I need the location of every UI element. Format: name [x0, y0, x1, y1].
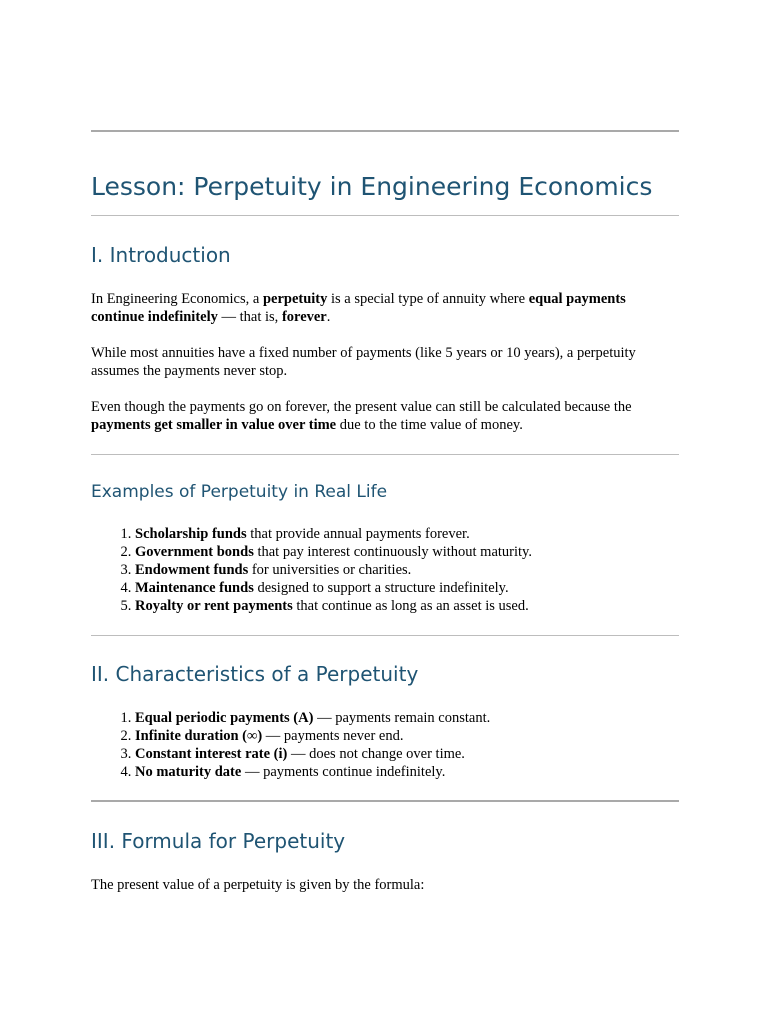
list-item-term: Endowment funds [135, 562, 249, 578]
bold-term-perpetuity: perpetuity [262, 291, 328, 307]
list-item-text: designed to support a structure indefinitely. [253, 580, 509, 596]
list-item [135, 525, 679, 543]
list-item-text: — does not change over time. [287, 746, 465, 762]
text-run: — that is, [217, 309, 282, 325]
section-divider [91, 635, 679, 636]
section-formula-heading: III. Formula for Perpetuity [91, 829, 346, 853]
bold-term-equal-payments: equal payments continue indefinitely [91, 291, 626, 325]
list-item-term: Royalty or rent payments [135, 598, 293, 614]
top-divider [91, 130, 679, 132]
text-run: is a special type of annuity where [327, 291, 529, 307]
list-item-term: Maintenance funds [135, 580, 254, 596]
list-item-term: No maturity date [135, 764, 242, 780]
list-item [135, 709, 679, 727]
list-item [135, 597, 679, 615]
examples-list [91, 525, 679, 615]
list-item-text: — payments continue indefinitely. [241, 764, 446, 780]
intro-paragraph-1 [91, 290, 679, 326]
list-item-text: that continue as long as an asset is used. [292, 598, 529, 614]
intro-paragraph-2: While most annuities have a fixed number of payments (like 5 years or 10 years), a perpetuity assumes the payments never stop. [91, 345, 636, 379]
list-item-text: for universities or charities. [248, 562, 412, 578]
characteristics-list [91, 709, 679, 781]
list-item-term: Government bonds [135, 544, 254, 560]
section-characteristics-heading: II. Characteristics of a Perpetuity [91, 662, 419, 686]
text-run: due to the time value of money. [336, 417, 523, 433]
text-run: In Engineering Economics, a [91, 291, 263, 307]
bold-term-forever: forever [281, 309, 327, 325]
list-item-term: Infinite duration (∞) [135, 728, 263, 744]
text-run: . [326, 309, 331, 325]
section-divider [91, 800, 679, 802]
list-item [135, 579, 679, 597]
list-item-term: Constant interest rate (i) [135, 746, 288, 762]
text-run: Even though the payments go on forever, the present value can still be calculated because the [91, 399, 632, 415]
list-item-text: — payments never end. [262, 728, 404, 744]
list-item-text: that pay interest continuously without maturity. [253, 544, 532, 560]
bold-term-smaller-value: payments get smaller in value over time [91, 417, 337, 433]
section-divider [91, 454, 679, 455]
list-item-term: Equal periodic payments (A) [135, 710, 314, 726]
list-item [135, 763, 679, 781]
list-item-text: that provide annual payments forever. [246, 526, 470, 542]
intro-paragraph-3 [91, 398, 679, 434]
title-divider [91, 215, 679, 216]
formula-paragraph: The present value of a perpetuity is given by the formula: [91, 877, 425, 893]
page-title: Lesson: Perpetuity in Engineering Economics [91, 172, 653, 201]
list-item-text: — payments remain constant. [313, 710, 491, 726]
list-item [135, 561, 679, 579]
section-introduction-heading: I. Introduction [91, 243, 231, 267]
examples-heading: Examples of Perpetuity in Real Life [91, 482, 388, 502]
list-item [135, 543, 679, 561]
list-item [135, 727, 679, 745]
list-item-term: Scholarship funds [135, 526, 247, 542]
list-item [135, 745, 679, 763]
